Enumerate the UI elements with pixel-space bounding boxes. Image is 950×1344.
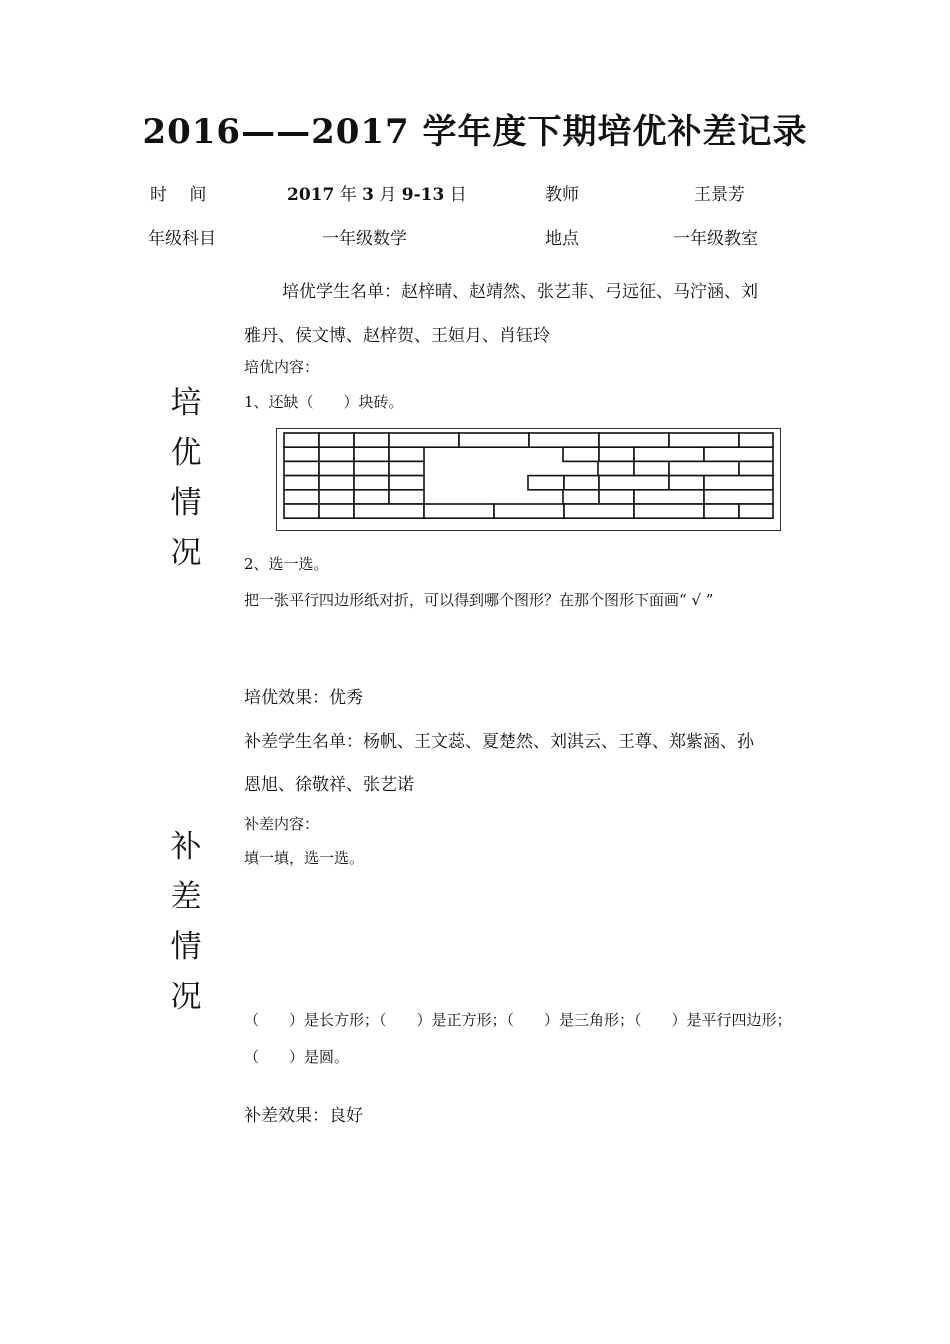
brick (634, 447, 704, 461)
brick (704, 490, 773, 504)
title-text: 学年度下期培优补差记录 (409, 112, 808, 152)
brick (389, 490, 424, 504)
brick (739, 433, 773, 447)
brick (528, 476, 564, 490)
excellent-q1: 1、还缺（ ）块砖。 (244, 393, 404, 411)
brick-wall-figure (276, 428, 782, 532)
excellent-students-line1: 培优学生名单：赵梓晴、赵靖然、张艺菲、弓远征、马泞涵、刘 (282, 282, 758, 302)
page-title (0, 104, 950, 153)
excellent-effect: 培优效果：优秀 (244, 688, 363, 708)
brick (529, 433, 599, 447)
brick (284, 490, 319, 504)
brick (424, 504, 494, 518)
grade-subject-value: 一年级数学 (322, 229, 407, 249)
brick (319, 504, 354, 518)
brick (669, 433, 739, 447)
brick (599, 490, 634, 504)
brick (564, 504, 634, 518)
excellent-q2-title: 2、选一选。 (244, 555, 329, 573)
brick (284, 447, 319, 461)
brick (669, 476, 704, 490)
brick (389, 476, 424, 490)
brick (704, 476, 773, 490)
brick (284, 476, 319, 490)
brick (634, 504, 704, 518)
brick (739, 461, 773, 475)
brick (284, 461, 319, 475)
title-years: 2016——2017 (142, 112, 410, 152)
excellent-content-label: 培优内容： (244, 358, 320, 376)
place-value: 一年级教室 (673, 229, 758, 249)
brick (319, 461, 354, 475)
brick (354, 490, 389, 504)
brick (319, 476, 354, 490)
brick (389, 461, 424, 475)
brick (354, 433, 389, 447)
date-days: 9-13 (401, 185, 445, 205)
excellent-side-label (166, 378, 206, 578)
brick (599, 433, 669, 447)
excellent-side-char: 培 (170, 385, 202, 421)
brick (599, 447, 634, 461)
brick (494, 504, 564, 518)
brick (389, 433, 459, 447)
grade-subject-label: 年级科目 (148, 229, 216, 249)
brick (354, 447, 389, 461)
remedial-side-label (166, 822, 206, 1022)
brick (669, 461, 739, 475)
brick (389, 447, 424, 461)
remedial-side-char: 补 (170, 829, 202, 865)
remedial-task: 填一填，选一选。 (244, 849, 365, 867)
brick (354, 504, 424, 518)
brick (634, 461, 669, 475)
remedial-side-char: 差 (170, 879, 202, 915)
date-days-unit: 日 (444, 185, 467, 205)
brick (564, 476, 599, 490)
remedial-students-line2: 恩旭、徐敬祥、张艺诺 (244, 775, 414, 795)
remedial-side-char: 情 (170, 929, 202, 965)
date-year: 2017 (287, 185, 335, 205)
excellent-side-char: 情 (170, 485, 202, 521)
remedial-content-label: 补差内容： (244, 815, 320, 833)
brick (319, 490, 354, 504)
excellent-q2-text: 把一张平行四边形纸对折，可以得到哪个图形？在那个图形下面画“ √ ” (244, 591, 714, 609)
brick (563, 447, 599, 461)
brick (284, 433, 319, 447)
teacher-label: 教师 (545, 185, 579, 205)
brick (284, 504, 319, 518)
date-month-unit: 月 (373, 185, 402, 205)
remedial-effect: 补差效果：良好 (244, 1106, 363, 1126)
brick (354, 476, 389, 490)
brick (354, 461, 389, 475)
excellent-side-char: 优 (170, 435, 202, 471)
brick (319, 433, 354, 447)
teacher-value: 王景芳 (694, 185, 745, 205)
excellent-students-line2: 雅丹、侯文博、赵梓贺、王姮月、肖钰玲 (244, 326, 550, 346)
brick (459, 433, 529, 447)
brick (563, 490, 599, 504)
brick (739, 504, 773, 518)
brick (599, 476, 669, 490)
date-value (287, 180, 467, 205)
remedial-fill-line1: （ ）是长方形；（ ）是正方形；（ ）是三角形；（ ）是平行四边形； (244, 1011, 792, 1029)
brick (319, 447, 354, 461)
brick (634, 490, 704, 504)
remedial-fill-line2: （ ）是圆。 (244, 1048, 350, 1066)
brick (704, 504, 739, 518)
brick (704, 447, 773, 461)
date-month: 3 (362, 185, 374, 205)
remedial-students-line1: 补差学生名单：杨帆、王文蕊、夏楚然、刘淇云、王尊、郑紫涵、孙 (244, 732, 754, 752)
date-year-unit: 年 (334, 185, 363, 205)
brick (598, 461, 634, 475)
excellent-side-char: 况 (170, 535, 202, 571)
remedial-side-char: 况 (170, 979, 202, 1015)
time-label: 时 间 (150, 185, 207, 205)
place-label: 地点 (545, 229, 579, 249)
